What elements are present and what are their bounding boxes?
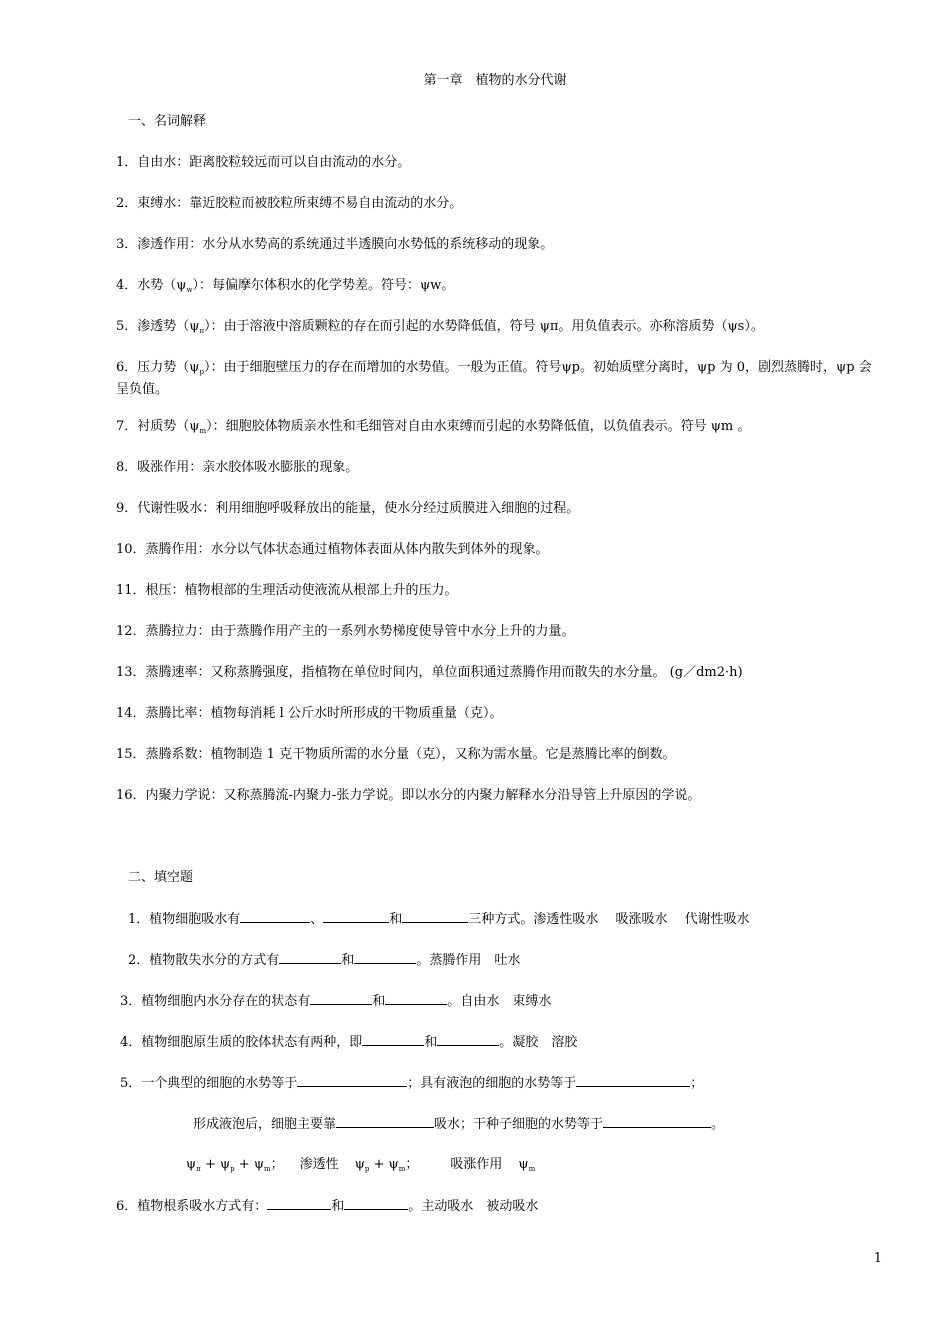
fill-question-2-answer: 蒸腾作用 吐水 bbox=[429, 953, 521, 968]
fill-question-1-answer: 渗透性吸水 吸涨吸水 代谢性吸水 bbox=[533, 912, 750, 927]
section2-heading: 二、填空题 bbox=[128, 870, 194, 885]
definition-item-11: 11．根压：植物根部的生理活动使液流从根部上升的压力。 bbox=[116, 583, 458, 598]
definition-item-5 bbox=[116, 318, 764, 340]
fill-question-6-text-a: 6．植物根系吸水方式有： bbox=[116, 1199, 268, 1214]
fill-question-5-continued bbox=[193, 1115, 724, 1134]
answer-blank bbox=[344, 1197, 408, 1210]
fill-question-3-text-a: 3．植物细胞内水分存在的状态有 bbox=[120, 994, 311, 1009]
definition-item-15: 15．蒸腾系数：植物制造 1 克干物质所需的水分量（克），又称为需水量。它是蒸腾比率的倒数。 bbox=[116, 747, 676, 762]
fill-question-4-answer: 凝胶 溶胶 bbox=[512, 1035, 578, 1050]
answer-blank bbox=[297, 1074, 407, 1087]
answer-psi: ψ bbox=[518, 1157, 529, 1172]
definition-item-4-term: 4．水势（ψ bbox=[116, 278, 187, 293]
fill-question-3-text-c: 和 bbox=[372, 994, 386, 1009]
fill-question-3-text-d: 。 bbox=[447, 994, 461, 1009]
answer-plus-psi: + ψ bbox=[369, 1157, 399, 1172]
definition-item-7 bbox=[116, 418, 750, 440]
answer-subscript: π bbox=[196, 1165, 201, 1173]
fill-question-4-text-a: 4．植物细胞原生质的胶体状态有两种，即 bbox=[120, 1035, 363, 1050]
answer-blank bbox=[437, 1033, 499, 1046]
definition-item-7-text: ）：细胞胶体物质亲水性和毛细管对自由水束缚而引起的水势降低值，以负值表示。符号 ψm 。 bbox=[206, 419, 751, 434]
answer-psi: ψ bbox=[354, 1157, 365, 1172]
answer-subscript: m bbox=[264, 1165, 271, 1173]
answer-blank bbox=[240, 910, 310, 923]
fill-question-5-text-d: 形成液泡后，细胞主要靠 bbox=[193, 1117, 337, 1132]
fill-question-2 bbox=[128, 951, 520, 970]
answer-subscript: m bbox=[398, 1165, 406, 1173]
page-number: 1 bbox=[873, 1251, 882, 1266]
section1-heading: 一、名词解释 bbox=[128, 114, 207, 129]
answer-blank bbox=[279, 951, 341, 964]
answer-blank bbox=[362, 1033, 424, 1046]
fill-question-6-text-c: 和 bbox=[331, 1199, 345, 1214]
definition-item-9: 9．代谢性吸水：利用细胞呼吸释放出的能量，使水分经过质膜进入细胞的过程。 bbox=[116, 501, 580, 516]
definition-item-2: 2．束缚水：靠近胶粒而被胶粒所束缚不易自由流动的水分。 bbox=[116, 196, 463, 211]
answer-subscript: p bbox=[230, 1165, 235, 1173]
definition-item-5-subscript: π bbox=[199, 327, 205, 335]
fill-question-5-answers bbox=[186, 1156, 535, 1178]
answer-osmotic: 渗透性 bbox=[299, 1157, 339, 1172]
definition-item-6-text: ）：由于细胞壁压力的存在而增加的水势值。一般为正值。符号ψp。初始质壁分离时，ψp 为 0，剧烈蒸腾时，ψp 会呈负值。 bbox=[116, 360, 872, 397]
fill-question-4-text-c: 和 bbox=[424, 1035, 438, 1050]
answer-blank bbox=[402, 910, 468, 923]
fill-question-3 bbox=[120, 992, 551, 1011]
answer-separator: ； bbox=[270, 1157, 284, 1172]
definition-item-5-term: 5．渗透势（ψ bbox=[116, 319, 200, 334]
definition-item-5-text: ）：由于溶液中溶质颗粒的存在而引起的水势降低值，符号 ψπ。用负值表示。亦称溶质势（ψs）。 bbox=[204, 319, 764, 334]
answer-separator: ； bbox=[405, 1157, 419, 1172]
definition-item-13: 13．蒸腾速率：又称蒸腾强度，指植物在单位时间内，单位面积通过蒸腾作用而散失的水分量。 (g／dm2·h) bbox=[116, 665, 743, 680]
answer-subscript: p bbox=[364, 1165, 370, 1173]
answer-blank bbox=[385, 992, 447, 1005]
definition-item-3: 3．渗透作用：水分从水势高的系统通过半透膜向水势低的系统移动的现象。 bbox=[116, 237, 554, 252]
definition-item-14: 14．蒸腾比率：植物每消耗 l 公斤水时所形成的干物质重量（克）。 bbox=[116, 706, 503, 721]
answer-psi: ψ bbox=[186, 1157, 197, 1172]
answer-blank bbox=[603, 1115, 711, 1128]
definition-item-8: 8．吸涨作用：亲水胶体吸水膨胀的现象。 bbox=[116, 460, 359, 475]
definition-item-7-subscript: m bbox=[199, 427, 207, 435]
fill-question-2-text-a: 2．植物散失水分的方式有 bbox=[128, 953, 280, 968]
definition-item-12: 12．蒸腾拉力：由于蒸腾作用产主的一系列水势梯度使导管中水分上升的力量。 bbox=[116, 624, 575, 639]
fill-question-1 bbox=[128, 910, 750, 929]
answer-blank bbox=[310, 992, 372, 1005]
answer-plus-psi: + ψ bbox=[200, 1157, 231, 1172]
answer-subscript: m bbox=[528, 1165, 536, 1173]
definition-item-6 bbox=[116, 359, 882, 399]
definition-item-1: 1．自由水：距离胶粒较远而可以自由流动的水分。 bbox=[116, 155, 411, 170]
definition-item-4-text: ）：每偏摩尔体积水的化学势差。符号：ψw。 bbox=[192, 278, 455, 293]
answer-plus-psi: + ψ bbox=[234, 1157, 265, 1172]
definition-item-10: 10．蒸腾作用：水分以气体状态通过植物体表面从体内散失到体外的现象。 bbox=[116, 542, 549, 557]
fill-question-1-text-c: 和 bbox=[389, 912, 403, 927]
answer-blank bbox=[336, 1115, 434, 1128]
fill-question-3-answer: 自由水 束缚水 bbox=[460, 994, 552, 1009]
definition-item-16: 16．内聚力学说：又称蒸腾流-内聚力-张力学说。即以水分的内聚力解释水分沿导管上升原因的学说。 bbox=[116, 788, 701, 803]
fill-question-2-text-c: 和 bbox=[341, 953, 355, 968]
answer-blank bbox=[576, 1074, 690, 1087]
fill-question-2-text-d: 。 bbox=[416, 953, 430, 968]
fill-question-6-text-d: 。 bbox=[408, 1199, 422, 1214]
fill-question-6-answer: 主动吸水 被动吸水 bbox=[421, 1199, 539, 1214]
fill-question-6 bbox=[116, 1197, 538, 1216]
answer-blank bbox=[354, 951, 416, 964]
page-title: 第一章 植物的水分代谢 bbox=[423, 73, 567, 88]
fill-question-1-text-a: 1．植物细胞吸水有 bbox=[128, 912, 241, 927]
definition-item-6-subscript: p bbox=[199, 368, 204, 376]
fill-question-5-text-f: 。 bbox=[711, 1117, 725, 1132]
fill-question-5-text-a: 5．一个典型的细胞的水势等于 bbox=[120, 1076, 298, 1091]
definition-item-4 bbox=[116, 277, 454, 299]
answer-blank bbox=[267, 1197, 331, 1210]
fill-question-5-text-c: ； bbox=[690, 1076, 704, 1091]
answer-blank bbox=[323, 910, 389, 923]
fill-question-5 bbox=[120, 1074, 703, 1093]
fill-question-1-text-b: 、 bbox=[310, 912, 324, 927]
fill-question-4-text-d: 。 bbox=[499, 1035, 513, 1050]
fill-question-5-text-e: 吸水；干种子细胞的水势等于 bbox=[434, 1117, 604, 1132]
fill-question-4 bbox=[120, 1033, 577, 1052]
answer-imbibition: 吸涨作用 bbox=[450, 1157, 503, 1172]
definition-item-4-subscript: w bbox=[186, 286, 193, 294]
fill-question-5-text-b: ；具有液泡的细胞的水势等于 bbox=[407, 1076, 577, 1091]
fill-question-1-text-d: 三种方式。 bbox=[468, 912, 534, 927]
definition-item-6-term: 6．压力势（ψ bbox=[116, 360, 200, 375]
definition-item-7-term: 7．衬质势（ψ bbox=[116, 419, 200, 434]
